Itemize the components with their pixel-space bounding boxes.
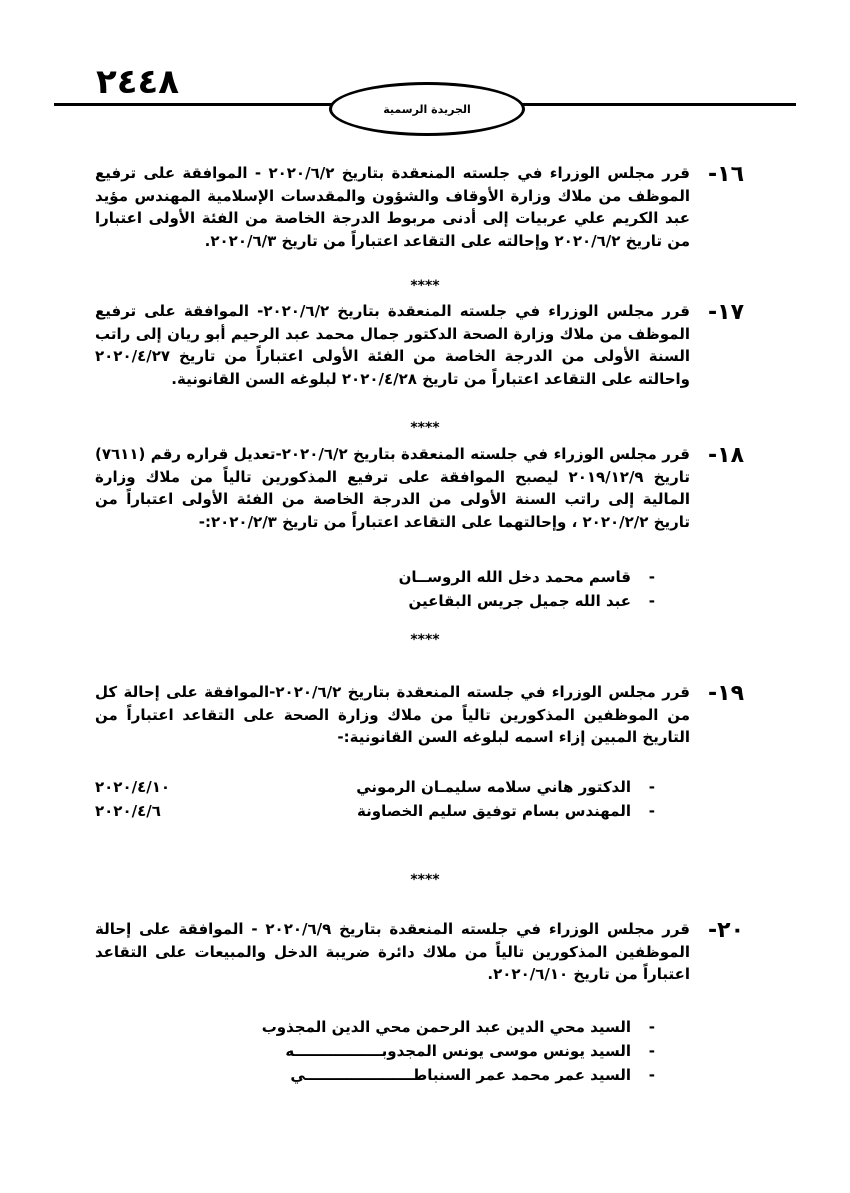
item-text: قرر مجلس الوزراء في جلسته المنعقدة بتاريخ ٢٠٢٠/٦/٢ - الموافقة على ترفيع الموظف من ملاك وزارة الأوقاف والشؤون والمقدسات الإسلامية المهندس مؤيد عبد الكريم علي عربيات إلى أدنى مربوط الدرجة الخاصة من الفئة الأولى اعتبارا من تاريخ ٢٠٢٠/٦/٢ وإحالته على التقاعد اعتباراً من تاريخ ٢٠٢٠/٦/٣. [95, 164, 690, 251]
list-item [95, 1039, 655, 1063]
person-name: السيد محي الدين عبد الرحمن محي الدين المجذوب [261, 1018, 631, 1036]
masthead-title: الجريدة الرسمية [329, 82, 525, 136]
person-name: المهندس بسام توفيق سليم الخصاونة [357, 802, 631, 820]
item-number: ١٧- [708, 300, 744, 325]
person-name: السيد عمر محمد عمر السنباطـــــــــــــــــــــي [290, 1066, 631, 1084]
item-text: قرر مجلس الوزراء في جلسته المنعقدة بتاريخ ٢٠٢٠/٦/٢-تعديل قراره رقم (٧٦١١) تاريخ ٢٠١٩/١٢/٩ ليصبح الموافقة على ترفيع المذكورين تالياً من ملاك وزارة المالية إلى راتب السنة الأولى من الدرجة الخاصة من الفئة الأولى اعتباراً من تاريخ ٢٠٢٠/٢/٢ ، وإحالتهما على التقاعد اعتباراً من تاريخ ٢٠٢٠/٢/٣:- [95, 445, 690, 532]
person-name: عبد الله جميل جريس البقاعين [408, 592, 631, 610]
separator: **** [410, 420, 440, 436]
list-item [95, 589, 655, 613]
list-dash: - [648, 1066, 655, 1084]
retirement-date: ٢٠٢٠/٤/٦ [95, 802, 161, 820]
item-number: ١٩- [708, 681, 744, 706]
item-text: قرر مجلس الوزراء في جلسته المنعقدة بتاريخ ٢٠٢٠/٦/٢- الموافقة على ترفيع الموظف من ملاك وزارة الصحة الدكتور جمال محمد عبد الرحيم أبو ريان إلى راتب السنة الأولى من الدرجة الخاصة من الفئة الأولى اعتباراً من تاريخ ٢٠٢٠/٤/٢٧ واحالته على التقاعد اعتباراً من تاريخ ٢٠٢٠/٤/٢٨ لبلوغه السن القانونية. [95, 302, 690, 389]
list-dash: - [648, 568, 655, 586]
list-dash: - [648, 1042, 655, 1060]
retirement-date: ٢٠٢٠/٤/١٠ [95, 778, 171, 796]
list-item [95, 1015, 655, 1039]
names-list [95, 775, 655, 823]
names-list [95, 1015, 655, 1087]
separator: **** [410, 278, 440, 294]
list-dash: - [648, 778, 655, 796]
person-name: قاسم محمد دخل الله الروســان [398, 568, 631, 586]
page-number: ٢٤٤٨ [96, 62, 180, 102]
list-dash: - [648, 1018, 655, 1036]
list-item [95, 1063, 655, 1087]
list-item [95, 799, 655, 823]
item-text: قرر مجلس الوزراء في جلسته المنعقدة بتاريخ ٢٠٢٠/٦/٩ - الموافقة على إحالة الموظفين المذكورين تالياً من ملاك دائرة ضريبة الدخل والمبيعات على التقاعد اعتباراً من تاريخ ٢٠٢٠/٦/١٠. [95, 920, 690, 984]
item-number: ١٦- [708, 162, 744, 187]
item-number: ٢٠- [708, 918, 744, 943]
person-name: السيد يونس موسى يونس المجدوبـــــــــــــــــه [285, 1042, 631, 1060]
separator: **** [410, 632, 440, 648]
list-dash: - [648, 802, 655, 820]
names-list [95, 565, 655, 613]
person-name: الدكتور هاني سلامه سليمـان الرموني [356, 778, 631, 796]
item-number: ١٨- [708, 443, 744, 468]
separator: **** [410, 872, 440, 888]
list-item [95, 775, 655, 799]
list-dash: - [648, 592, 655, 610]
list-item [95, 565, 655, 589]
item-text: قرر مجلس الوزراء في جلسته المنعقدة بتاريخ ٢٠٢٠/٦/٢-الموافقة على إحالة كل من الموظفين المذكورين تالياً من ملاك وزارة الصحة على التقاعد اعتباراً من التاريخ المبين إزاء اسمه لبلوغه السن القانونية:- [95, 683, 690, 747]
